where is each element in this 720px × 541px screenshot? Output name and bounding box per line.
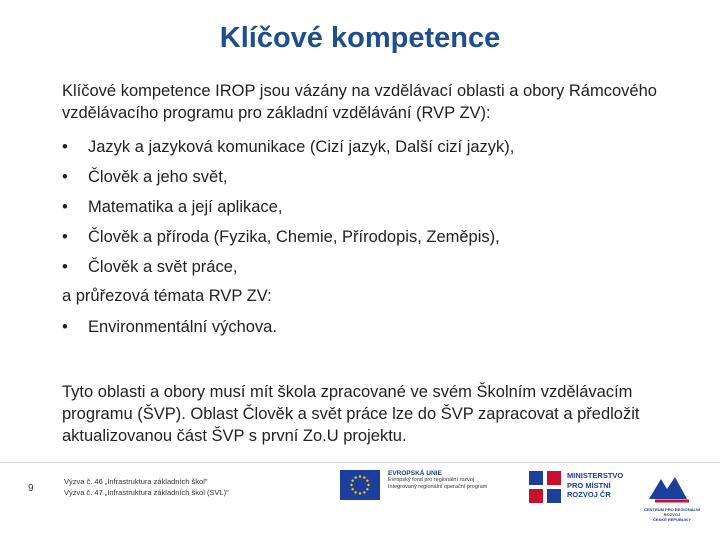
bullet-icon: • xyxy=(62,228,68,246)
bullet-icon: • xyxy=(62,168,68,186)
call-line: Výzva č. 46 „Infrastruktura základních škol" xyxy=(64,477,208,486)
list-item xyxy=(62,222,662,252)
list-item xyxy=(62,252,662,282)
eu-program-line: Integrovaný regionální operační program xyxy=(388,484,488,490)
intro-paragraph: Klíčové kompetence IROP jsou vázány na vzdělávací oblasti a obory Rámcového vzdělávacího programu pro základní vzdělávání (RVP ZV): xyxy=(62,82,657,122)
list-item xyxy=(62,312,662,342)
footer xyxy=(0,462,720,541)
areas-list xyxy=(62,132,662,282)
cross-topics-lead: a průřezová témata RVP ZV: xyxy=(62,287,272,305)
eu-text xyxy=(388,470,508,491)
list-item xyxy=(62,132,662,162)
bullet-icon: • xyxy=(62,318,68,336)
crr-name xyxy=(644,507,700,522)
ministry-line: PRO MÍSTNÍ xyxy=(567,480,611,490)
area-item: Člověk a svět práce, xyxy=(88,258,238,276)
crr-line: ČESKÉ REPUBLIKY xyxy=(652,517,691,522)
page-number: 9 xyxy=(28,483,34,494)
eu-flag-icon xyxy=(340,470,380,500)
area-item: Člověk a příroda (Fyzika, Chemie, Přírodopis, Zeměpis), xyxy=(88,228,500,246)
bullet-icon: • xyxy=(62,138,68,156)
call-line: Výzva č. 47 „Infrastruktura základních škol (SVL)" xyxy=(64,488,229,497)
list-item xyxy=(62,192,662,222)
ministry-logo-icon xyxy=(527,469,563,505)
ministry-name xyxy=(567,471,623,500)
crr-logo-icon xyxy=(645,471,699,507)
closing-paragraph: Tyto oblasti a obory musí mít škola zpracované ve svém Školním vzdělávacím programu (ŠVP). Oblast Člověk a svět práce lze do ŠVP zapracovat a předložit aktualizovanou část ŠVP s první Zo.U projektu. xyxy=(62,383,640,445)
ministry-line: ROZVOJ ČR xyxy=(567,490,611,499)
slide-title: Klíčové kompetence xyxy=(219,22,501,54)
cross-topic-item: Environmentální výchova. xyxy=(88,318,277,336)
ministry-line: MINISTERSTVO xyxy=(567,471,624,480)
cross-topics-list xyxy=(62,312,662,342)
area-item: Matematika a její aplikace, xyxy=(88,198,283,216)
slide-body xyxy=(62,80,662,342)
eu-fund-line: Evropský fond pro regionální rozvoj xyxy=(388,477,475,483)
area-item: Člověk a jeho svět, xyxy=(88,168,228,186)
bullet-icon: • xyxy=(62,198,68,216)
list-item xyxy=(62,162,662,192)
eu-heading: EVROPSKÁ UNIE xyxy=(388,470,442,477)
calls-text xyxy=(64,476,229,498)
crr-line: CENTRUM PRO REGIONÁLNÍ ROZVOJ xyxy=(644,507,700,517)
bullet-icon: • xyxy=(62,258,68,276)
area-item: Jazyk a jazyková komunikace (Cizí jazyk, Další cizí jazyk), xyxy=(88,138,515,156)
